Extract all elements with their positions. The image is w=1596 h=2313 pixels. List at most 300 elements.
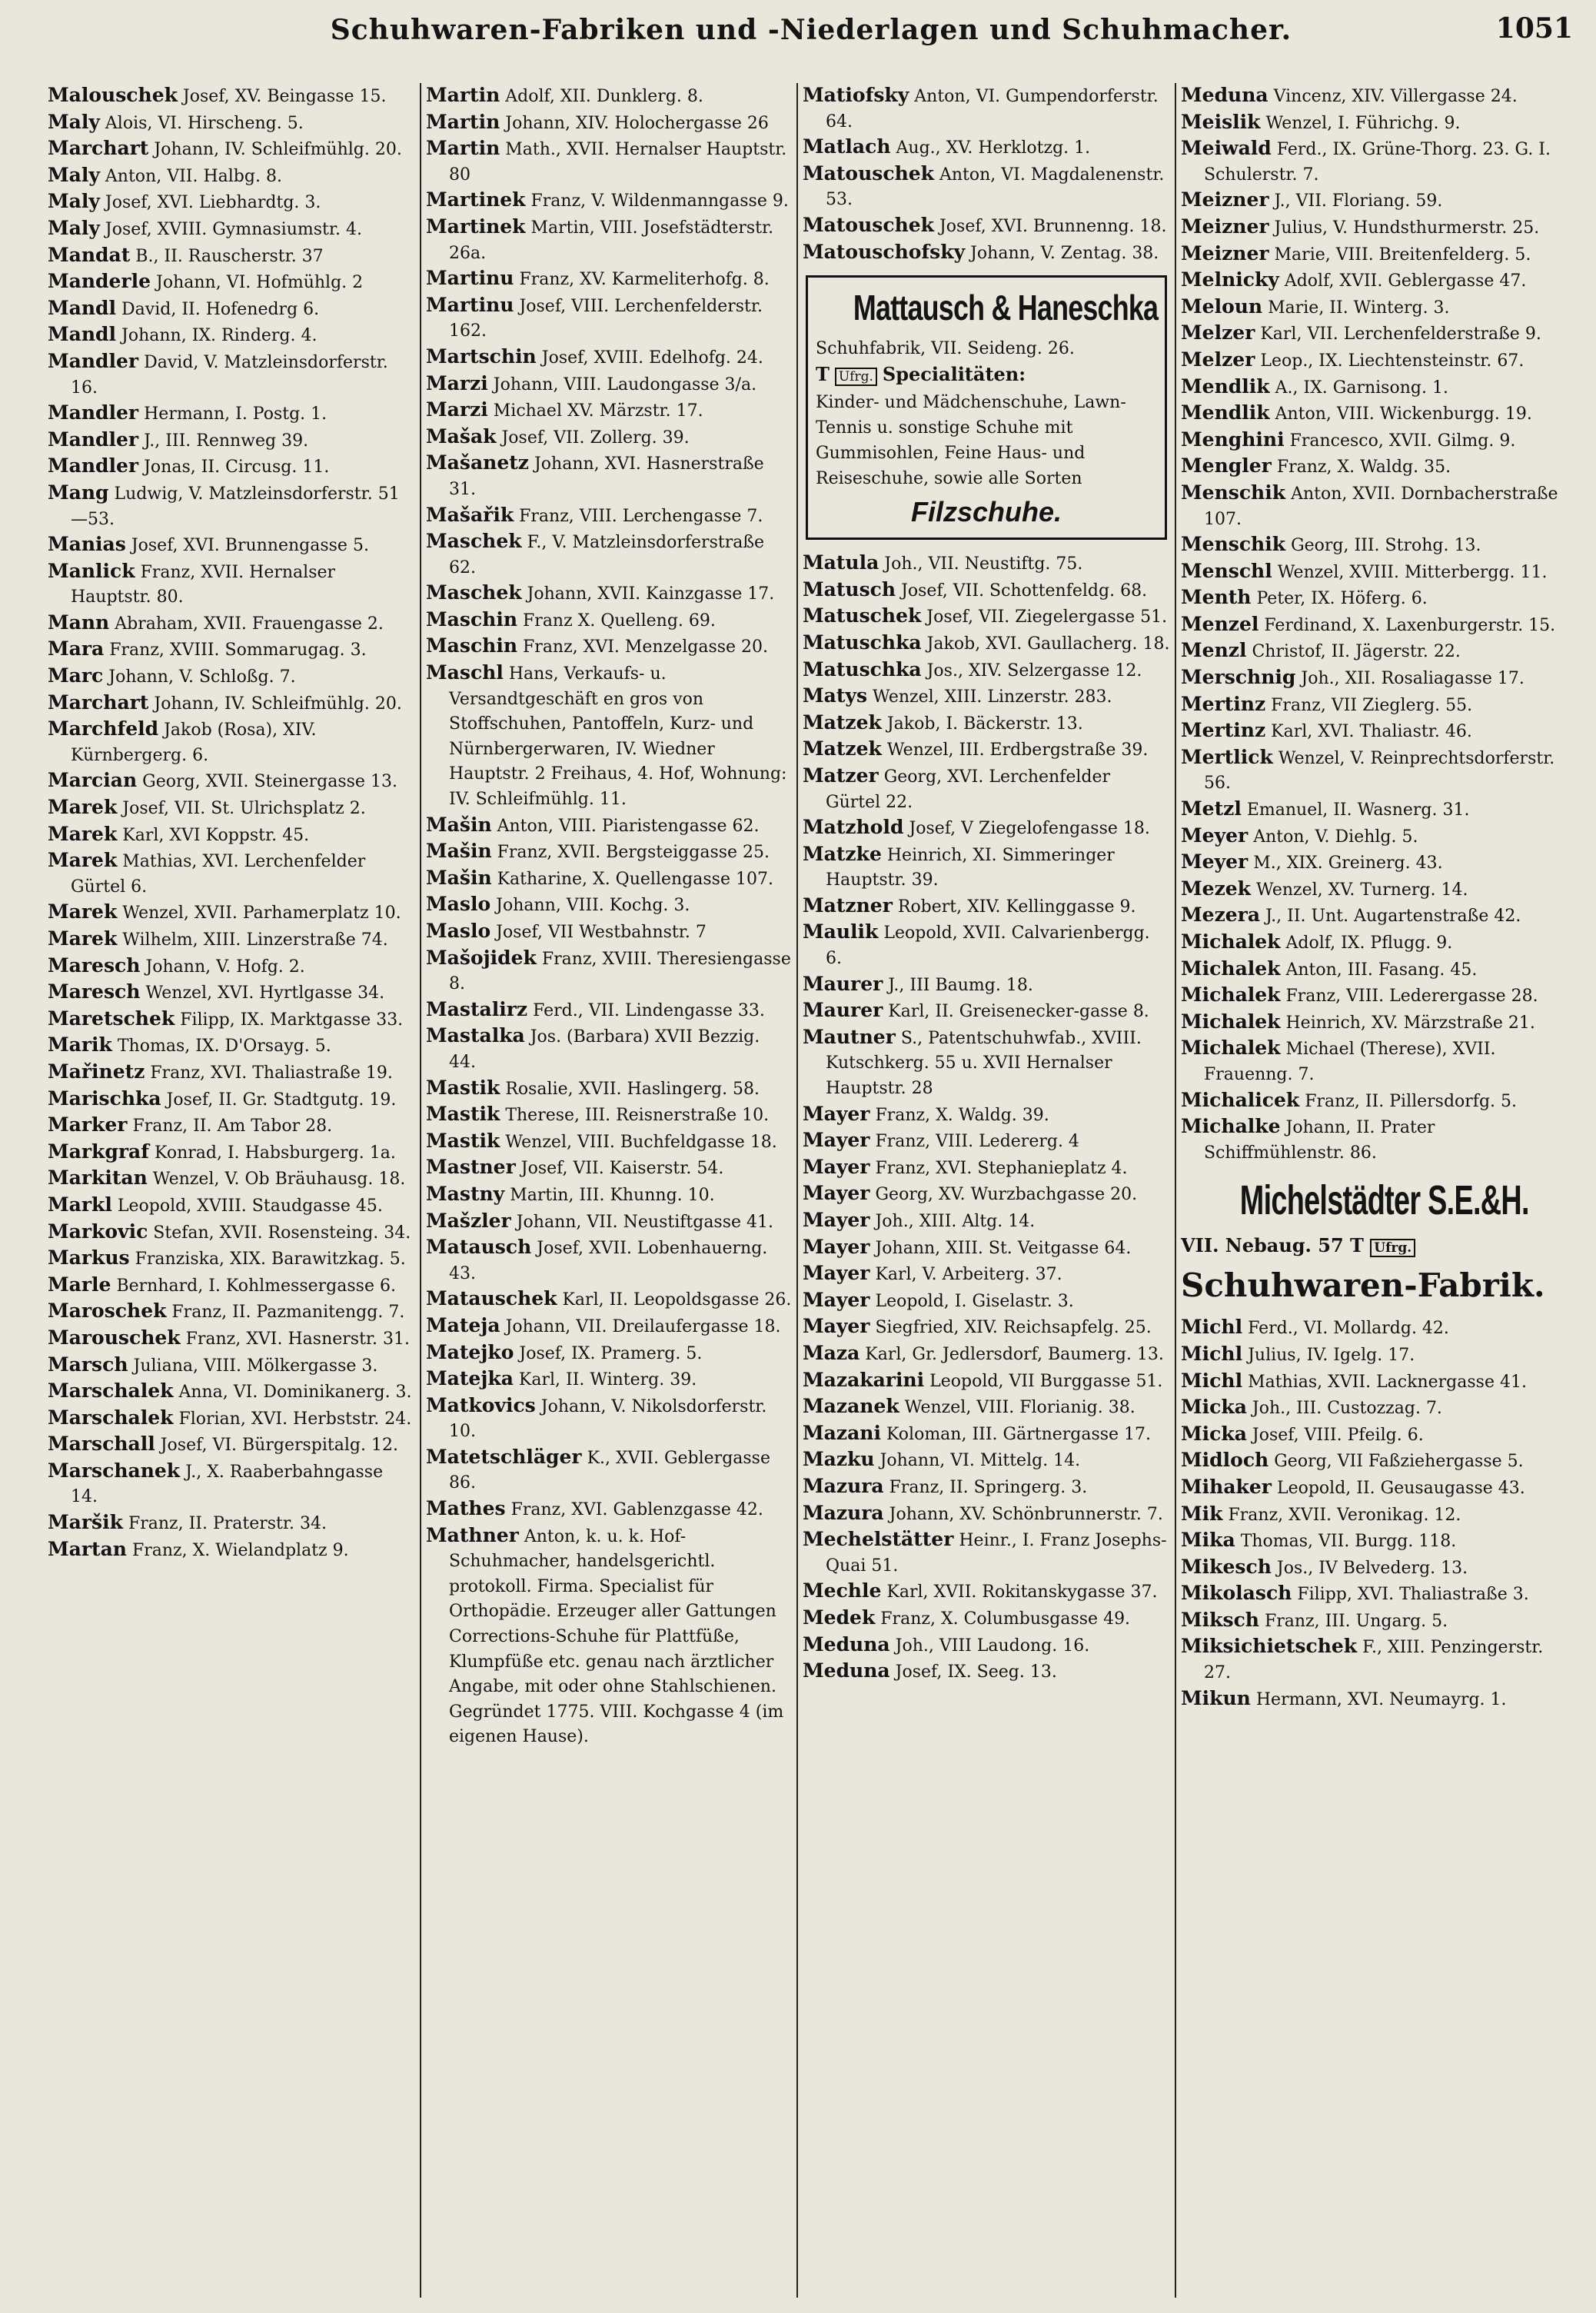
entry-details: A., IX. Garnisong. 1. <box>1275 378 1448 398</box>
entry-name: Matuschka <box>803 631 922 654</box>
entry-details: Franziska, XIX. Barawitzkag. 5. <box>135 1250 406 1270</box>
entry-details: David, II. Hofenedrg 6. <box>121 299 320 319</box>
entry-name: Marschall <box>48 1433 155 1456</box>
entry-name: Maschin <box>426 634 518 657</box>
entry-name: Mayer <box>803 1288 870 1311</box>
directory-entry <box>1181 1448 1574 1475</box>
directory-entry <box>426 110 792 137</box>
directory-entry <box>426 1340 792 1367</box>
entry-name: Maretschek <box>48 1007 175 1030</box>
directory-entry <box>1181 692 1574 719</box>
entry-name: Miksch <box>1181 1608 1259 1631</box>
entry-name: Matuschka <box>803 657 922 681</box>
entry-name: Martinek <box>426 215 526 238</box>
entry-details: Wenzel, VIII. Buchfeldgasse 18. <box>505 1132 777 1152</box>
entry-details: J., III. Rennweg 39. <box>144 431 309 451</box>
entry-details: Josef, V Ziegelofengasse 18. <box>909 819 1150 839</box>
entry-details: Johann, IV. Schleifmühlg. 20. <box>154 140 402 160</box>
entry-details: Franz, XVI. Hasnerstr. 31. <box>185 1329 410 1349</box>
entry-details: Francesco, XVII. Gilmg. 9. <box>1289 431 1516 451</box>
directory-entry <box>48 1087 414 1113</box>
directory-entry <box>426 839 792 866</box>
entry-details: Karl, V. Arbeiterg. 37. <box>875 1265 1062 1285</box>
entry-name: Maschek <box>426 530 522 553</box>
entry-name: Mara <box>48 637 105 661</box>
entry-name: Matiofsky <box>803 84 909 106</box>
entry-name: Mašařik <box>426 503 514 526</box>
entry-details: Georg, VII Faßziehergasse 5. <box>1274 1452 1524 1472</box>
entry-name: Maslo <box>426 893 491 916</box>
directory-entry <box>803 998 1170 1025</box>
entry-details: S., Patentschuhwfab., XVIII. Kutschkerg. 55 u. XVII Hernalser Hauptstr. 28 <box>826 1028 1142 1099</box>
directory-entry <box>426 83 792 110</box>
directory-entry <box>1181 903 1574 930</box>
entry-name: Micka <box>1181 1422 1247 1445</box>
entry-details: Leopold, VII Burggasse 51. <box>929 1371 1163 1391</box>
entry-name: Martan <box>48 1537 127 1560</box>
entry-name: Matejko <box>426 1340 514 1363</box>
entry-name: Mandler <box>48 401 139 424</box>
entry-details: Franz, II. Pazmanitengg. 7. <box>171 1303 405 1323</box>
directory-entry <box>426 266 792 293</box>
entry-details: Franz, X. Wielandplatz 9. <box>131 1540 349 1560</box>
entry-details: Franz, II. Am Tabor 28. <box>132 1117 333 1137</box>
directory-entry <box>803 1659 1170 1686</box>
entry-name: Mastik <box>426 1129 500 1152</box>
directory-entry <box>803 894 1170 920</box>
entry-name: Meduna <box>1181 84 1268 106</box>
entry-name: Maroschek <box>48 1300 167 1323</box>
entry-name: Mandler <box>48 454 139 478</box>
column-4-entries-bottom <box>1181 1315 1574 1712</box>
entry-details: J., III Baumg. 18. <box>888 975 1033 995</box>
entry-name: Mašanetz <box>426 451 529 474</box>
entry-name: Mertinz <box>1181 719 1266 742</box>
directory-entry <box>803 764 1170 815</box>
entry-details: Filipp, IX. Marktgasse 33. <box>180 1010 404 1030</box>
entry-name: Menghini <box>1181 428 1285 451</box>
directory-entry <box>803 1341 1170 1368</box>
directory-entry <box>48 1459 414 1510</box>
entry-details: Karl, II. Winterg. 39. <box>518 1370 697 1390</box>
entry-details: Franz X. Quelleng. 69. <box>523 611 716 631</box>
entry-name: Mandl <box>48 296 117 319</box>
entry-details: J., X. Raaberbahngasse 14. <box>71 1462 384 1507</box>
directory-entry <box>426 1313 792 1340</box>
entry-name: Maršik <box>48 1511 123 1534</box>
directory-entry <box>1181 321 1574 348</box>
entry-details: Johann, IV. Schleifmühlg. 20. <box>154 694 402 714</box>
entry-details: Bernhard, I. Kohlmessergasse 6. <box>116 1276 396 1296</box>
directory-entry <box>48 481 414 532</box>
entry-details: Emanuel, II. Wasnerg. 31. <box>1246 800 1470 820</box>
page-number: 1051 <box>1495 12 1573 45</box>
entry-name: Menschl <box>1181 559 1272 582</box>
entry-name: Mastny <box>426 1182 505 1205</box>
entry-details: Franz, X. Waldg. 39. <box>875 1105 1049 1125</box>
directory-entry <box>426 866 792 893</box>
entry-name: Mika <box>1181 1529 1235 1552</box>
column-3-entries-top <box>803 83 1170 266</box>
entry-details: Filipp, XVI. Thaliastraße 3. <box>1297 1585 1529 1605</box>
directory-entry <box>48 189 414 216</box>
entry-details: Siegfried, XIV. Reichsapfelg. 25. <box>875 1318 1152 1338</box>
entry-details: Wilhelm, XIII. Linzerstraße 74. <box>122 930 388 950</box>
directory-entry <box>1181 1555 1574 1582</box>
entry-details: Hermann, I. Postg. 1. <box>144 404 328 424</box>
entry-details: Aug., XV. Herklotzg. 1. <box>896 138 1091 158</box>
entry-name: Marek <box>48 927 118 950</box>
entry-details: Anton, k. u. k. Hof-Schuhmacher, handelsgerichtl. protokoll. Firma. Specialist für Orthopädie. Erzeuger aller Gattungen Corrections-Schuhe für Plattfüße, Klumpfüße etc. genau nach ärztlicher Angabe, mit oder ohne Stahlschienen. Gegründet 1775. VIII. Kochgasse 4 (im eigenen Hause). <box>449 1526 784 1747</box>
directory-entry <box>48 1166 414 1193</box>
entry-details: Josef, XVI. Liebhardtg. 3. <box>105 193 321 213</box>
entry-details: Jonas, II. Circusg. 11. <box>144 458 330 478</box>
entry-name: Markovic <box>48 1220 148 1243</box>
entry-details: Johann, XVII. Kainzgasse 17. <box>527 584 775 604</box>
directory-entry <box>803 1155 1170 1182</box>
entry-details: Vincenz, XIV. Villergasse 24. <box>1273 87 1518 106</box>
directory-entry <box>48 269 414 296</box>
entry-name: Mazura <box>803 1501 884 1524</box>
entry-name: Matouschek <box>803 213 934 236</box>
entry-details: Thomas, VII. Burgg. 118. <box>1240 1532 1457 1552</box>
entry-name: Matkovics <box>426 1393 536 1416</box>
entry-details: Jos., IV Belvederg. 13. <box>1276 1558 1468 1578</box>
entry-name: Mechelstätter <box>803 1528 954 1551</box>
entry-details: Wenzel, XVIII. Mitterbergg. 11. <box>1277 562 1548 582</box>
entry-name: Matys <box>803 684 868 707</box>
entry-name: Menzel <box>1181 612 1259 635</box>
entry-name: Matetschläger <box>426 1445 582 1468</box>
directory-entry <box>1181 983 1574 1010</box>
entry-name: Marik <box>48 1033 112 1057</box>
entry-details: Josef, VII. St. Ulrichsplatz 2. <box>122 799 366 819</box>
entry-details: Johann, V. Nikolsdorferstr. 10. <box>449 1396 767 1442</box>
entry-details: Ludwig, V. Matzleinsdorferstr. 51—53. <box>71 484 400 529</box>
entry-name: Mihaker <box>1181 1475 1272 1498</box>
entry-details: Wenzel, III. Erdbergstraße 39. <box>886 740 1149 760</box>
directory-entry <box>803 1632 1170 1659</box>
entry-details: Anton, III. Fasang. 45. <box>1285 960 1478 980</box>
directory-entry <box>803 1128 1170 1155</box>
entry-name: Mertlick <box>1181 745 1273 768</box>
entry-name: Mazani <box>803 1421 881 1444</box>
directory-entry <box>1181 824 1574 850</box>
directory-entry <box>803 551 1170 577</box>
entry-details: Josef, VII. Zollerg. 39. <box>501 428 690 448</box>
entry-details: Josef, VII. Ziegelergasse 51. <box>926 607 1168 627</box>
directory-entry <box>1181 745 1574 797</box>
entry-details: Franz, XVI. Menzelgasse 20. <box>523 637 769 657</box>
entry-details: Koloman, III. Gärtnergasse 17. <box>886 1424 1152 1444</box>
entry-details: Peter, IX. Höferg. 6. <box>1256 589 1428 609</box>
entry-name: Michalicek <box>1181 1088 1300 1111</box>
entry-name: Maly <box>48 216 100 239</box>
entry-name: Marek <box>48 796 118 819</box>
entry-details: Wenzel, I. Führichg. 9. <box>1265 113 1461 133</box>
entry-details: Johann, XVI. Hasnerstraße 31. <box>449 454 764 499</box>
directory-entry <box>426 946 792 997</box>
directory-entry <box>48 110 414 137</box>
page-header <box>43 9 1579 92</box>
directory-entry <box>426 1235 792 1286</box>
entry-name: Marle <box>48 1273 111 1296</box>
directory-columns <box>43 83 1579 2298</box>
entry-details: Johann, VII. Dreilaufergasse 18. <box>505 1316 781 1336</box>
directory-entry <box>48 1406 414 1433</box>
entry-name: Matuschek <box>803 604 922 627</box>
directory-entry <box>1181 850 1574 877</box>
ad-telephone-mark: T <box>816 363 830 386</box>
entry-details: Josef, VI. Bürgerspitalg. 12. <box>160 1436 398 1456</box>
entry-name: Mandler <box>48 349 139 372</box>
directory-entry <box>426 1523 792 1750</box>
entry-name: Maza <box>803 1341 860 1364</box>
entry-name: Mechle <box>803 1579 882 1602</box>
directory-entry <box>1181 1395 1574 1422</box>
directory-entry <box>426 1209 792 1236</box>
entry-name: Micka <box>1181 1396 1247 1419</box>
directory-entry <box>48 1007 414 1033</box>
entry-details: Wenzel, VIII. Florianig. 38. <box>904 1398 1135 1418</box>
directory-entry <box>426 997 792 1024</box>
entry-details: Johann, VIII. Laudongasse 3/a. <box>493 374 757 394</box>
entry-details: Adolf, XVII. Geblergasse 47. <box>1284 271 1527 291</box>
entry-name: Michl <box>1181 1369 1243 1392</box>
entry-details: Johann, XIII. St. Veitgasse 64. <box>875 1238 1132 1258</box>
directory-entry <box>1181 1342 1574 1369</box>
directory-entry <box>1181 957 1574 983</box>
entry-name: Mateja <box>426 1313 500 1336</box>
entry-details: Josef, VII Westbahnstr. 7 <box>496 923 707 942</box>
directory-entry <box>48 768 414 795</box>
directory-entry <box>48 322 414 349</box>
directory-entry <box>426 398 792 424</box>
ad-feature-product: Filzschuhe. <box>910 496 1062 528</box>
directory-entry <box>1181 1422 1574 1449</box>
entry-details: Josef, XV. Beingasse 15. <box>182 87 387 106</box>
entry-name: Mertinz <box>1181 692 1266 715</box>
entry-details: Ferd., VI. Mollardg. 42. <box>1248 1319 1449 1339</box>
directory-entry <box>1181 1686 1574 1713</box>
entry-details: Karl, VII. Lerchenfelderstraße 9. <box>1260 324 1541 344</box>
directory-entry <box>48 822 414 849</box>
entry-details: Franz, II. Springerg. 3. <box>889 1477 1088 1497</box>
entry-details: Josef, XVIII. Edelhofg. 24. <box>541 348 763 368</box>
directory-entry <box>426 1129 792 1156</box>
entry-details: Karl, XVII. Rokitanskygasse 37. <box>886 1582 1158 1602</box>
directory-entry <box>803 1606 1170 1632</box>
entry-name: Matzek <box>803 711 882 734</box>
directory-entry <box>426 1286 792 1313</box>
entry-details: Joh., XIII. Altg. 14. <box>875 1212 1036 1231</box>
directory-entry <box>48 454 414 481</box>
entry-name: Markitan <box>48 1166 148 1190</box>
entry-details: Heinrich, XI. Simmeringer Hauptstr. 39. <box>826 845 1115 890</box>
entry-name: Mikolasch <box>1181 1582 1292 1605</box>
entry-details: K., XVII. Geblergasse 86. <box>449 1448 770 1493</box>
directory-entry <box>1181 428 1574 454</box>
entry-name: Maschl <box>426 661 504 684</box>
column-3 <box>796 83 1175 2298</box>
directory-entry <box>48 136 414 163</box>
entry-details: Franz, VII Zieglerg. 55. <box>1271 695 1473 715</box>
directory-entry <box>1181 83 1574 110</box>
entry-name: Matzner <box>803 894 893 917</box>
directory-entry <box>803 1288 1170 1315</box>
entry-name: Martin <box>426 110 500 133</box>
entry-name: Mayer <box>803 1235 870 1258</box>
directory-entry <box>1181 241 1574 268</box>
directory-entry <box>803 815 1170 842</box>
entry-details: Ferd., VII. Lindengasse 33. <box>533 1000 765 1020</box>
entry-details: Johann, II. Prater Schiffmühlenstr. 86. <box>1204 1118 1435 1163</box>
entry-name: Marc <box>48 664 104 687</box>
entry-name: Malouschek <box>48 84 178 106</box>
entry-details: Johann, V. Schloßg. 7. <box>108 667 296 687</box>
entry-details: Franz, III. Ungarg. 5. <box>1264 1611 1448 1631</box>
entry-name: Meizner <box>1181 241 1269 265</box>
directory-entry <box>803 737 1170 764</box>
ad-headline: Mattausch & Haneschka <box>853 288 1159 328</box>
entry-name: Melzer <box>1181 321 1255 344</box>
entry-details: Josef, II. Gr. Stadtgutg. 19. <box>166 1090 397 1110</box>
entry-details: Johann, IX. Rinderg. 4. <box>121 326 318 346</box>
entry-name: Matzhold <box>803 816 904 839</box>
directory-entry <box>1181 1608 1574 1635</box>
entry-name: Miksichietschek <box>1181 1635 1358 1658</box>
directory-entry <box>48 1379 414 1406</box>
entry-name: Meislik <box>1181 110 1261 133</box>
directory-entry <box>1181 1036 1574 1087</box>
entry-name: Markl <box>48 1193 112 1216</box>
entry-details: Josef, XVI. Brunnenng. 18. <box>939 216 1167 236</box>
ad-badge: Ufrg. <box>1370 1239 1415 1257</box>
directory-entry <box>426 892 792 919</box>
directory-entry <box>803 1102 1170 1129</box>
directory-entry <box>48 611 414 637</box>
column-2 <box>420 83 796 2298</box>
entry-details: Franz, XVII. Veronikag. 12. <box>1228 1505 1461 1525</box>
entry-name: Matauschek <box>426 1287 557 1310</box>
entry-name: Mařinetz <box>48 1060 145 1083</box>
entry-details: Franz, XVI. Thaliastraße 19. <box>150 1063 393 1083</box>
entry-name: Maurer <box>803 999 883 1022</box>
entry-details: Wenzel, V. Ob Bräuhausg. 18. <box>152 1170 406 1190</box>
entry-details: Josef, XVII. Lobenhauerng. 43. <box>449 1239 768 1283</box>
entry-details: Mathias, XVII. Lacknergasse 41. <box>1248 1372 1527 1392</box>
entry-details: Josef, IX. Seeg. 13. <box>895 1662 1057 1682</box>
directory-entry <box>803 920 1170 971</box>
entry-details: F., XIII. Penzingerstr. 27. <box>1204 1638 1544 1683</box>
entry-name: Merschnig <box>1181 666 1296 689</box>
entry-name: Meiwald <box>1181 137 1272 160</box>
directory-entry <box>1181 1528 1574 1555</box>
directory-entry <box>48 216 414 243</box>
entry-name: Mayer <box>803 1315 870 1338</box>
entry-details: Hermann, XVI. Neumayrg. 1. <box>1255 1689 1507 1709</box>
directory-entry <box>803 240 1170 267</box>
directory-entry <box>426 1366 792 1393</box>
directory-entry <box>48 980 414 1007</box>
entry-name: Mang <box>48 481 109 504</box>
directory-entry <box>426 661 792 813</box>
directory-entry <box>1181 718 1574 745</box>
entry-name: Marchart <box>48 691 149 714</box>
entry-details: Marie, II. Winterg. 3. <box>1268 298 1450 318</box>
directory-entry <box>803 1527 1170 1579</box>
directory-entry <box>48 717 414 768</box>
directory-entry <box>48 532 414 559</box>
entry-details: Josef, XVI. Brunnengasse 5. <box>131 536 369 556</box>
entry-details: Franz, VIII. Ledererg. 4 <box>875 1132 1079 1152</box>
directory-entry <box>803 577 1170 604</box>
directory-entry <box>1181 188 1574 215</box>
directory-entry <box>803 1394 1170 1421</box>
entry-details: Anton, V. Diehlg. 5. <box>1253 827 1418 847</box>
directory-entry <box>1181 1502 1574 1529</box>
directory-entry <box>1181 401 1574 428</box>
entry-details: Josef, VII. Schottenfeldg. 68. <box>901 581 1148 601</box>
entry-name: Martin <box>426 137 500 160</box>
entry-name: Mašin <box>426 840 492 863</box>
directory-entry <box>48 401 414 428</box>
entry-name: Mezera <box>1181 904 1261 927</box>
directory-entry <box>48 163 414 190</box>
entry-name: Midloch <box>1181 1449 1269 1472</box>
entry-details: Martin, VIII. Josefstädterstr. 26a. <box>449 218 774 263</box>
entry-details: Anton, XVII. Dornbacherstraße 107. <box>1204 484 1558 529</box>
entry-details: Franz, V. Wildenmanngasse 9. <box>530 191 789 211</box>
directory-entry <box>1181 110 1574 137</box>
entry-name: Marschanek <box>48 1459 181 1482</box>
entry-details: Karl, Gr. Jedlersdorf, Baumerg. 13. <box>865 1344 1164 1364</box>
entry-details: Ferd., IX. Grüne-Thorg. 23. G. I. Schulerstr. 7. <box>1204 140 1551 185</box>
entry-details: Jakob (Rosa), XIV. Kürnbergerg. 6. <box>71 721 317 765</box>
directory-entry <box>1181 1114 1574 1166</box>
directory-entry <box>1181 877 1574 904</box>
entry-name: Marchfeld <box>48 717 159 740</box>
ad-address <box>1181 1232 1574 1262</box>
directory-entry <box>1181 136 1574 188</box>
ad-description: Kinder- und Mädchenschuhe, Lawn-Tennis u. sonstige Schuhe mit Gummisohlen, Feine Haus- und Reiseschuhe, sowie alle Sorten <box>816 393 1126 489</box>
entry-name: Markgraf <box>48 1140 149 1163</box>
entry-details: Jakob, I. Bäckerstr. 13. <box>886 714 1083 734</box>
entry-details: Alois, VI. Hirscheng. 5. <box>105 113 304 133</box>
ad-feature-product: Schuhwaren-Fabrik. <box>1181 1266 1545 1305</box>
directory-entry <box>803 1208 1170 1235</box>
directory-entry <box>48 1033 414 1060</box>
entry-name: Mikesch <box>1181 1555 1272 1578</box>
entry-details: Anton, VIII. Wickenburgg. 19. <box>1275 404 1532 424</box>
directory-entry <box>48 559 414 611</box>
entry-details: Josef, VIII. Lerchenfelderstr. 162. <box>449 296 763 341</box>
directory-entry <box>426 293 792 344</box>
directory-entry <box>426 1182 792 1209</box>
entry-details: Georg, III. Strohg. 13. <box>1291 536 1481 556</box>
directory-entry <box>1181 1010 1574 1037</box>
directory-entry <box>426 215 792 266</box>
entry-name: Maresch <box>48 980 141 1003</box>
entry-name: Matzer <box>803 764 879 787</box>
directory-entry <box>48 953 414 980</box>
entry-name: Menth <box>1181 586 1252 609</box>
directory-entry <box>803 1368 1170 1395</box>
entry-name: Michalek <box>1181 1010 1281 1033</box>
entry-name: Mik <box>1181 1502 1223 1525</box>
entry-name: Mathner <box>426 1523 519 1546</box>
directory-entry <box>1181 559 1574 586</box>
